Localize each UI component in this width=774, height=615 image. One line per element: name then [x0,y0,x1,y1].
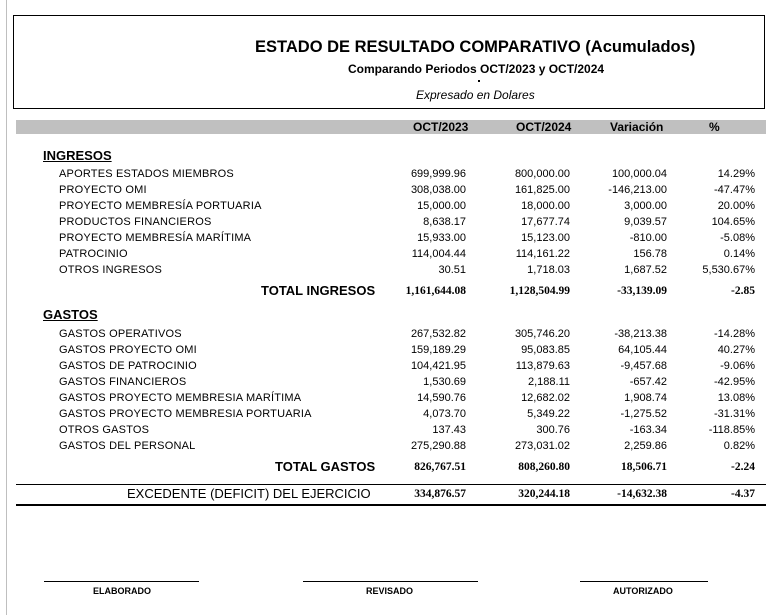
row-value-v4: 14.29% [717,168,755,180]
signature-label-elaborado: ELABORADO [93,586,151,596]
signature-line-autorizado [580,581,708,582]
row-value-v4: -31.31% [714,408,755,420]
row-label: GASTOS PROYECTO MEMBRESIA PORTUARIA [59,408,312,420]
row-value-v2: 15,123.00 [521,232,570,244]
row-value-v2: 113,879.63 [515,360,570,372]
signature-label-autorizado: AUTORIZADO [613,586,673,596]
report-subtitle: Comparando Periodos OCT/2023 y OCT/2024 [348,62,605,76]
gastos-total-v1: 826,767.51 [414,461,466,473]
row-value-v1: 267,532.82 [410,328,466,340]
row-value-v3: -163.34 [629,424,667,436]
column-header-oct2024: OCT/2024 [516,120,572,134]
row-value-v1: 308,038.00 [410,184,466,196]
row-value-v4: -9.06% [720,360,755,372]
row-value-v2: 305,746.20 [514,328,570,340]
row-value-v2: 95,083.85 [521,344,570,356]
decorative-dot [478,80,480,82]
row-value-v2: 12,682.02 [521,392,570,404]
ingresos-total-label: TOTAL INGRESOS [261,283,376,298]
row-value-v3: -9,457.68 [620,360,667,372]
row-value-v3: 2,259.86 [624,440,667,452]
row-value-v2: 2,188.11 [527,376,570,388]
row-value-v2: 114,161.22 [515,248,570,260]
ingresos-total-v4: -2.85 [731,285,755,297]
row-value-v4: -14.28% [714,328,755,340]
row-value-v4: 0.14% [723,248,755,260]
table-row [0,214,774,230]
signature-label-revisado: REVISADO [366,586,414,596]
row-value-v3: 156.78 [633,248,667,260]
currency-note: Expresado en Dolares [416,88,535,102]
excedente-label: EXCEDENTE (DEFICIT) DEL EJERCICIO [127,486,371,501]
row-value-v3: -146,213.00 [608,184,667,196]
table-row [0,230,774,246]
excedente-v4: -4.37 [731,488,755,500]
row-value-v2: 273,031.02 [514,440,570,452]
row-value-v1: 104,421.95 [410,360,466,372]
row-label: PATROCINIO [59,248,128,260]
column-header-variacion: Variación [610,120,664,134]
gastos-heading: GASTOS [43,307,98,322]
row-label: OTROS GASTOS [59,424,150,436]
row-value-v3: -810.00 [629,232,667,244]
row-value-v2: 17,677.74 [521,216,570,228]
gastos-total-row [0,458,774,476]
row-label: APORTES ESTADOS MIEMBROS [59,168,234,180]
row-value-v4: 5,530.67% [702,264,755,276]
page-left-border [6,0,7,615]
row-value-v3: 100,000.04 [611,168,667,180]
row-value-v4: -5.08% [720,232,755,244]
row-label: GASTOS DEL PERSONAL [59,440,196,452]
column-header-oct2023: OCT/2023 [413,120,469,134]
row-value-v1: 8,638.17 [423,216,466,228]
row-value-v4: -42.95% [714,376,755,388]
excedente-v1: 334,876.57 [414,488,466,500]
excedente-v2: 320,244.18 [518,488,570,500]
row-value-v4: -47.47% [714,184,755,196]
row-label: GASTOS DE PATROCINIO [59,360,197,372]
row-value-v1: 275,290.88 [410,440,466,452]
table-row [0,422,774,438]
row-value-v3: 1,687.52 [624,264,667,276]
row-value-v4: -118.85% [708,424,755,436]
gastos-total-label: TOTAL GASTOS [275,459,376,474]
row-value-v1: 1,530.69 [423,376,466,388]
excedente-v3: -14,632.38 [617,488,667,500]
gastos-total-v3: 18,506.71 [621,461,667,473]
row-value-v1: 30.51 [438,264,466,276]
row-label: GASTOS OPERATIVOS [59,328,182,340]
row-value-v1: 14,590.76 [417,392,466,404]
excedente-bottom-rule [16,504,766,506]
row-value-v3: 1,908.74 [624,392,667,404]
table-row [0,246,774,262]
report-title: ESTADO DE RESULTADO COMPARATIVO (Acumulados) [255,38,696,56]
ingresos-total-v1: 1,161,644.08 [405,285,466,297]
ingresos-total-v3: -33,139.09 [617,285,667,297]
row-value-v4: 40.27% [717,344,755,356]
gastos-total-v2: 808,260.80 [518,461,570,473]
row-value-v2: 800,000.00 [514,168,570,180]
column-header-percent: % [709,120,720,134]
row-label: PROYECTO OMI [59,184,147,196]
row-value-v3: 9,039.57 [624,216,667,228]
gastos-total-v4: -2.24 [731,461,755,473]
row-value-v2: 1,718.03 [527,264,570,276]
table-row [0,358,774,374]
row-label: PROYECTO MEMBRESÍA PORTUARIA [59,200,262,212]
row-value-v3: -657.42 [629,376,667,388]
signature-line-elaborado [44,581,199,582]
row-value-v4: 104.65% [711,216,755,228]
ingresos-total-row [0,282,774,300]
row-value-v1: 15,933.00 [417,232,466,244]
ingresos-heading: INGRESOS [43,148,112,163]
table-row [0,438,774,454]
row-value-v1: 114,004.44 [411,248,466,260]
table-row [0,406,774,422]
table-row [0,198,774,214]
row-value-v3: 64,105.44 [618,344,667,356]
row-value-v1: 699,999.96 [410,168,466,180]
ingresos-total-v2: 1,128,504.99 [509,285,570,297]
row-value-v2: 5,349.22 [527,408,570,420]
table-row [0,390,774,406]
row-value-v1: 4,073.70 [423,408,466,420]
table-row [0,262,774,278]
signature-line-revisado [303,581,478,582]
row-value-v3: -1,275.52 [620,408,667,420]
row-label: OTROS INGRESOS [59,264,163,276]
table-row [0,166,774,182]
row-value-v2: 300.76 [536,424,570,436]
table-row [0,182,774,198]
row-value-v1: 15,000.00 [417,200,466,212]
row-value-v1: 159,189.29 [410,344,466,356]
row-label: GASTOS PROYECTO OMI [59,344,197,356]
excedente-row [0,485,774,503]
row-value-v1: 137.43 [432,424,466,436]
row-value-v4: 20.00% [717,200,755,212]
row-value-v4: 13.08% [717,392,755,404]
table-row [0,342,774,358]
table-row [0,374,774,390]
row-label: GASTOS FINANCIEROS [59,376,187,388]
row-value-v3: 3,000.00 [624,200,667,212]
row-label: PRODUCTOS FINANCIEROS [59,216,212,228]
row-value-v3: -38,213.38 [614,328,667,340]
row-value-v2: 161,825.00 [514,184,570,196]
row-label: PROYECTO MEMBRESÍA MARÍTIMA [59,232,252,244]
table-row [0,326,774,342]
row-value-v2: 18,000.00 [521,200,570,212]
row-label: GASTOS PROYECTO MEMBRESIA MARÍTIMA [59,392,302,404]
row-value-v4: 0.82% [723,440,755,452]
